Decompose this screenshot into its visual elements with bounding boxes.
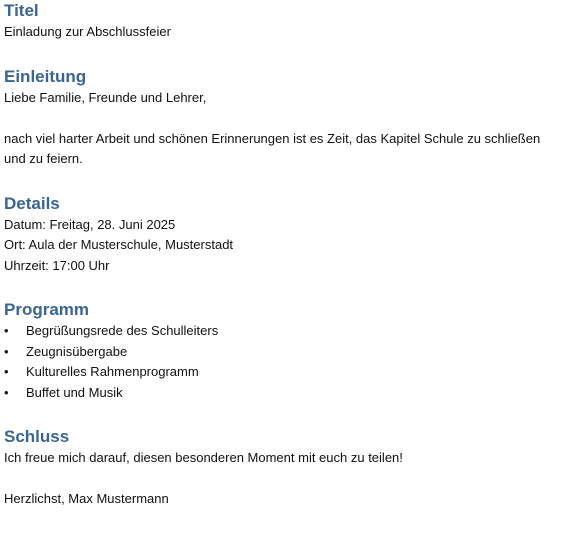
- section-heading-introduction: Einleitung: [4, 66, 87, 86]
- program-list-item: [4, 383, 562, 404]
- bullet-icon: •: [4, 384, 9, 400]
- program-item-label: Kulturelles Rahmenprogramm: [26, 364, 199, 379]
- signature-text: Herzlichst, Max Mustermann: [4, 491, 169, 506]
- section-introduction: [4, 66, 562, 170]
- program-item-label: Buffet und Musik: [26, 384, 123, 400]
- detail-place: Ort: Aula der Musterschule, Musterstadt: [4, 237, 234, 252]
- section-program: [4, 299, 562, 403]
- program-item-label: Zeugnisübergabe: [26, 343, 128, 359]
- section-heading-details: Details: [4, 193, 60, 213]
- paragraph-gap: [4, 469, 562, 490]
- intro-body-text: nach viel harter Arbeit und schönen Erinnerungen ist es Zeit, das Kapitel Schule zu schließen und zu feiern.: [4, 130, 541, 166]
- detail-time: Uhrzeit: 17:00 Uhr: [4, 257, 110, 273]
- bullet-icon: •: [4, 323, 9, 338]
- section-title: [4, 0, 562, 43]
- bullet-icon: •: [4, 364, 9, 379]
- paragraph-gap: [4, 108, 562, 129]
- section-heading-program: Programm: [4, 300, 90, 319]
- detail-date: Datum: Freitag, 28. Juni 2025: [4, 216, 176, 232]
- section-closing: [4, 426, 562, 510]
- program-list-item: [4, 342, 562, 363]
- invitation-title-text: Einladung zur Abschlussfeier: [4, 24, 171, 39]
- program-list-item: [4, 321, 562, 342]
- program-list-item: [4, 362, 562, 383]
- section-details: [4, 193, 562, 277]
- closing-text: Ich freue mich darauf, diesen besonderen Moment mit euch zu teilen!: [4, 450, 403, 465]
- bullet-icon: •: [4, 343, 9, 359]
- greeting-text: Liebe Familie, Freunde und Lehrer,: [4, 89, 207, 105]
- section-heading-title: Titel: [4, 1, 39, 20]
- program-list: [4, 321, 562, 403]
- section-heading-closing: Schluss: [4, 427, 70, 446]
- program-item-label: Begrüßungsrede des Schulleiters: [26, 323, 219, 338]
